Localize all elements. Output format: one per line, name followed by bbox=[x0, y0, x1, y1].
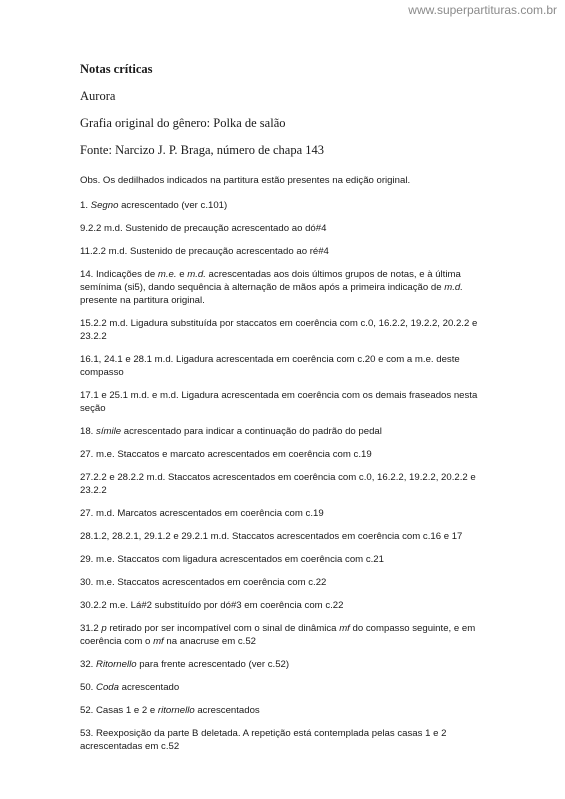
note-text: 15.2.2 m.d. Ligadura substituída por staccatos em coerência com c.0, 16.2.2, 19.2.2, 20.2.2 e 23.2.2 bbox=[80, 318, 478, 342]
note-text: acrescentadas aos dois últimos grupos de notas, e à última semínima (si5), dando sequência à alternação de mãos após a primeira indicação de bbox=[80, 269, 461, 293]
note-text: 30.2.2 m.e. Lá#2 substituído por dó#3 em coerência com c.22 bbox=[80, 600, 344, 611]
critical-note bbox=[80, 727, 490, 753]
critical-note bbox=[80, 222, 490, 235]
note-text: 27.2.2 e 28.2.2 m.d. Staccatos acrescentados em coerência com c.0, 16.2.2, 19.2.2, 20.2.2 e 23.2.2 bbox=[80, 472, 476, 496]
note-italic-term: m.d. bbox=[444, 282, 463, 293]
note-italic-term: símile bbox=[96, 426, 122, 437]
note-text: 16.1, 24.1 e 28.1 m.d. Ligadura acrescentada em coerência com c.20 e com a m.e. deste compasso bbox=[80, 354, 460, 378]
note-text: do compasso seguinte, e em coerência com o bbox=[80, 623, 476, 647]
critical-note bbox=[80, 704, 490, 717]
note-text: para frente acrescentado (ver c.52) bbox=[136, 659, 290, 670]
critical-note bbox=[80, 599, 490, 612]
note-text: 9.2.2 m.d. Sustenido de precaução acrescentado ao dó#4 bbox=[80, 223, 327, 234]
note-text: 28.1.2, 28.2.1, 29.1.2 e 29.2.1 m.d. Staccatos acrescentados em coerência com c.16 e 17 bbox=[80, 531, 463, 542]
note-text: 14. Indicações de bbox=[80, 269, 158, 280]
note-text: 29. m.e. Staccatos com ligadura acrescentados em coerência com c.21 bbox=[80, 554, 384, 565]
document-title: Notas críticas bbox=[80, 62, 153, 76]
note-italic-term: Ritornello bbox=[96, 659, 137, 670]
site-url[interactable]: www.superpartituras.com.br bbox=[408, 3, 557, 17]
critical-note bbox=[80, 681, 490, 694]
note-italic-term: m.d. bbox=[187, 269, 206, 280]
note-text: 32. bbox=[80, 659, 97, 670]
critical-note bbox=[80, 353, 490, 379]
critical-note bbox=[80, 553, 490, 566]
note-italic-term: Coda bbox=[96, 682, 119, 693]
note-text: na anacruse em c.52 bbox=[163, 636, 256, 647]
critical-note bbox=[80, 174, 490, 187]
note-text: 27. m.d. Marcatos acrescentados em coerência com c.19 bbox=[80, 508, 324, 519]
piece-name: Aurora bbox=[80, 89, 116, 103]
note-italic-term: mf bbox=[339, 623, 350, 634]
note-text: 50. bbox=[80, 682, 97, 693]
note-text: 17.1 e 25.1 m.d. e m.d. Ligadura acrescentada em coerência com os demais fraseados nesta seção bbox=[80, 390, 478, 414]
document-header bbox=[80, 62, 520, 170]
note-text: acrescentado bbox=[118, 682, 180, 693]
note-text: e bbox=[176, 269, 188, 280]
note-italic-term: ritornello bbox=[157, 705, 195, 716]
note-text: presente na partitura original. bbox=[80, 295, 205, 306]
critical-note bbox=[80, 317, 490, 343]
critical-note bbox=[80, 389, 490, 415]
note-text: retirado por ser incompatível com o sinal de dinâmica bbox=[106, 623, 340, 634]
critical-note bbox=[80, 530, 490, 543]
note-italic-term: mf bbox=[153, 636, 164, 647]
note-italic-term: m.e. bbox=[157, 269, 177, 280]
critical-notes-list bbox=[80, 174, 490, 763]
note-italic-term: p bbox=[101, 623, 107, 634]
genre-line: Grafia original do gênero: Polka de salão bbox=[80, 116, 286, 130]
note-text: 52. Casas 1 e 2 e bbox=[80, 705, 158, 716]
note-italic-term: Segno bbox=[90, 200, 119, 211]
note-text: acrescentado para indicar a continuação do padrão do pedal bbox=[121, 426, 382, 437]
critical-note bbox=[80, 425, 490, 438]
critical-note bbox=[80, 471, 490, 497]
note-text: 30. m.e. Staccatos acrescentados em coerência com c.22 bbox=[80, 577, 327, 588]
note-text: acrescentado (ver c.101) bbox=[118, 200, 228, 211]
note-text: 31.2 bbox=[80, 623, 102, 634]
note-text: 27. m.e. Staccatos e marcato acrescentados em coerência com c.19 bbox=[80, 449, 372, 460]
source-line: Fonte: Narcizo J. P. Braga, número de chapa 143 bbox=[80, 143, 325, 157]
critical-note bbox=[80, 199, 490, 212]
note-text: 53. Reexposição da parte B deletada. A repetição está contemplada pelas casas 1 e 2 acrescentadas em c.52 bbox=[80, 728, 447, 752]
critical-note bbox=[80, 245, 490, 258]
critical-note bbox=[80, 507, 490, 520]
critical-note bbox=[80, 448, 490, 461]
critical-note bbox=[80, 622, 490, 648]
critical-note bbox=[80, 576, 490, 589]
note-text: 18. bbox=[80, 426, 97, 437]
note-text: 1. bbox=[80, 200, 91, 211]
critical-note bbox=[80, 658, 490, 671]
note-text: acrescentados bbox=[194, 705, 260, 716]
critical-note bbox=[80, 268, 490, 307]
note-text: 11.2.2 m.d. Sustenido de precaução acrescentado ao ré#4 bbox=[80, 246, 329, 257]
note-text: Obs. Os dedilhados indicados na partitura estão presentes na edição original. bbox=[80, 175, 411, 186]
